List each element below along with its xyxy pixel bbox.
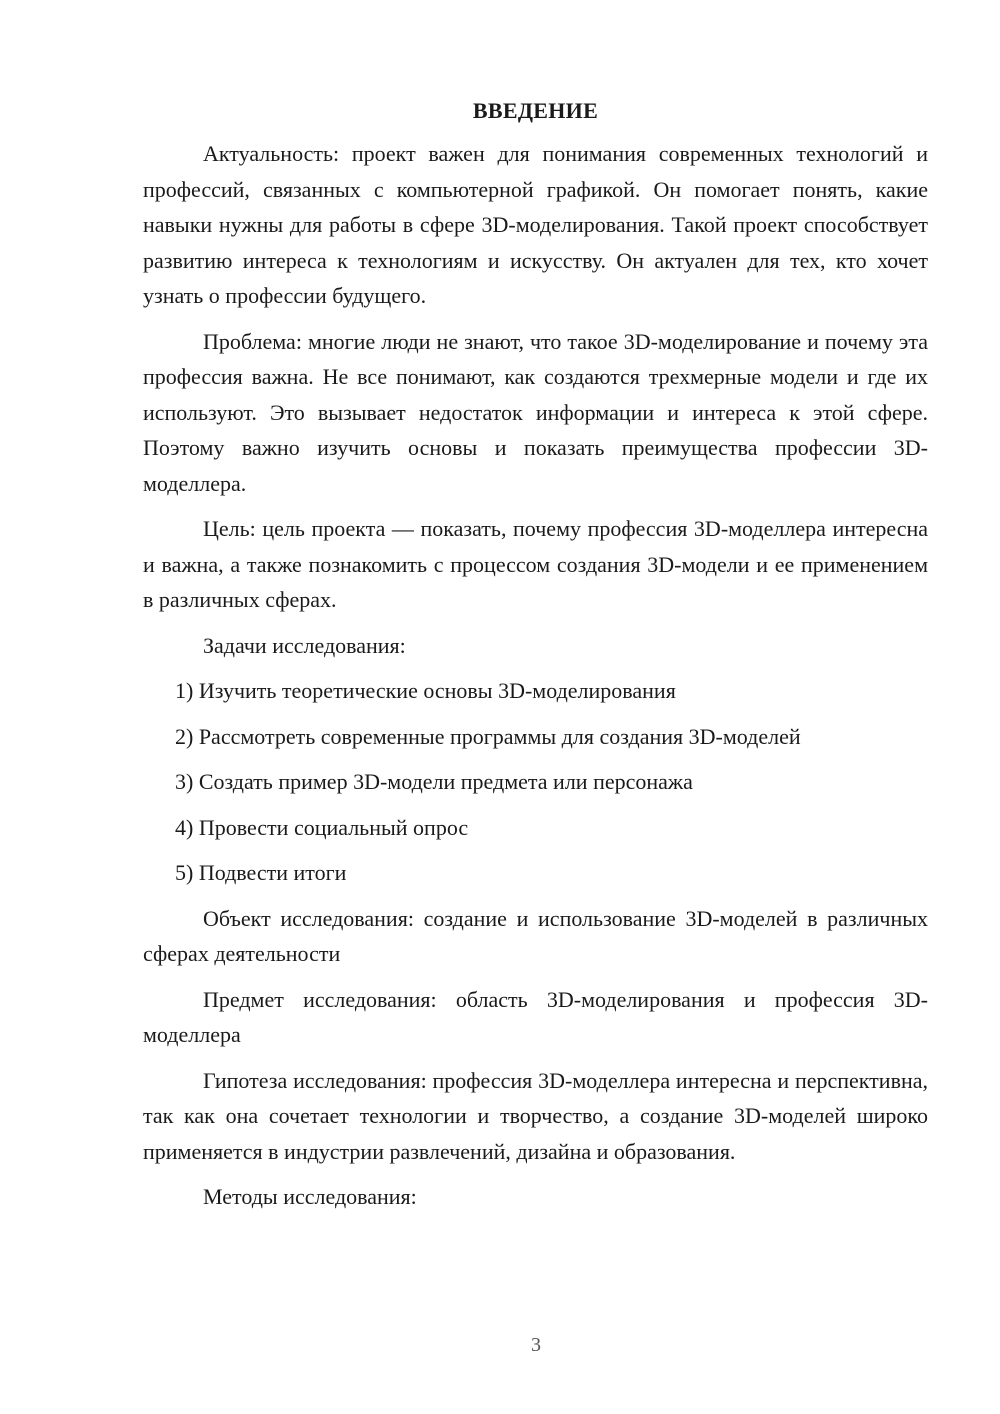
task-item: 5) Подвести итоги (175, 860, 347, 885)
paragraph-hypothesis: Гипотеза исследования: профессия 3D-моделлера интересна и перспективна, так как она сочетает технологии и творчество, а создание 3D-моделей широко применяется в индустрии развлечений, дизайна и образования. (143, 1067, 928, 1164)
paragraph-problem: Проблема: многие люди не знают, что такое 3D-моделирование и почему эта профессия важна. Не все понимают, как создаются трехмерные модели и где их используют. Это вызывает недостаток информации и интереса к этой сфере. Поэтому важно изучить основы и показать преимущества профессии 3D-моделлера. (143, 328, 928, 496)
task-item: 4) Провести социальный опрос (175, 814, 469, 840)
document-page (143, 96, 928, 1225)
paragraph-subject: Предмет исследования: область 3D-моделирования и профессия 3D-моделлера (143, 986, 928, 1047)
task-item: 3) Создать пример 3D-модели предмета или персонажа (175, 769, 693, 794)
paragraph-goal: Цель: цель проекта — показать, почему профессия 3D-моделлера интересна и важна, а также познакомить с процессом создания 3D-модели и ее применением в различных сферах. (143, 516, 928, 612)
section-heading: ВВЕДЕНИЕ (472, 98, 599, 123)
task-item: 1) Изучить теоретические основы 3D-моделирования (175, 678, 676, 703)
paragraph-object: Объект исследования: создание и использование 3D-моделей в различных сферах деятельности (143, 905, 928, 966)
paragraph-methods: Методы исследования: (203, 1184, 417, 1209)
paragraph-tasks-intro: Задачи исследования: (203, 632, 406, 658)
page-number: 3 (531, 1334, 541, 1356)
task-item: 2) Рассмотреть современные программы для создания 3D-моделей (175, 723, 801, 749)
paragraph-relevance: Актуальность: проект важен для понимания современных технологий и профессий, связанных с компьютерной графикой. Он помогает понять, какие навыки нужны для работы в сфере 3D-моделирования. Такой проект способствует развитию интереса к технологиям и искусству. Он актуален для тех, кто хочет узнать о профессии будущего. (143, 141, 928, 308)
